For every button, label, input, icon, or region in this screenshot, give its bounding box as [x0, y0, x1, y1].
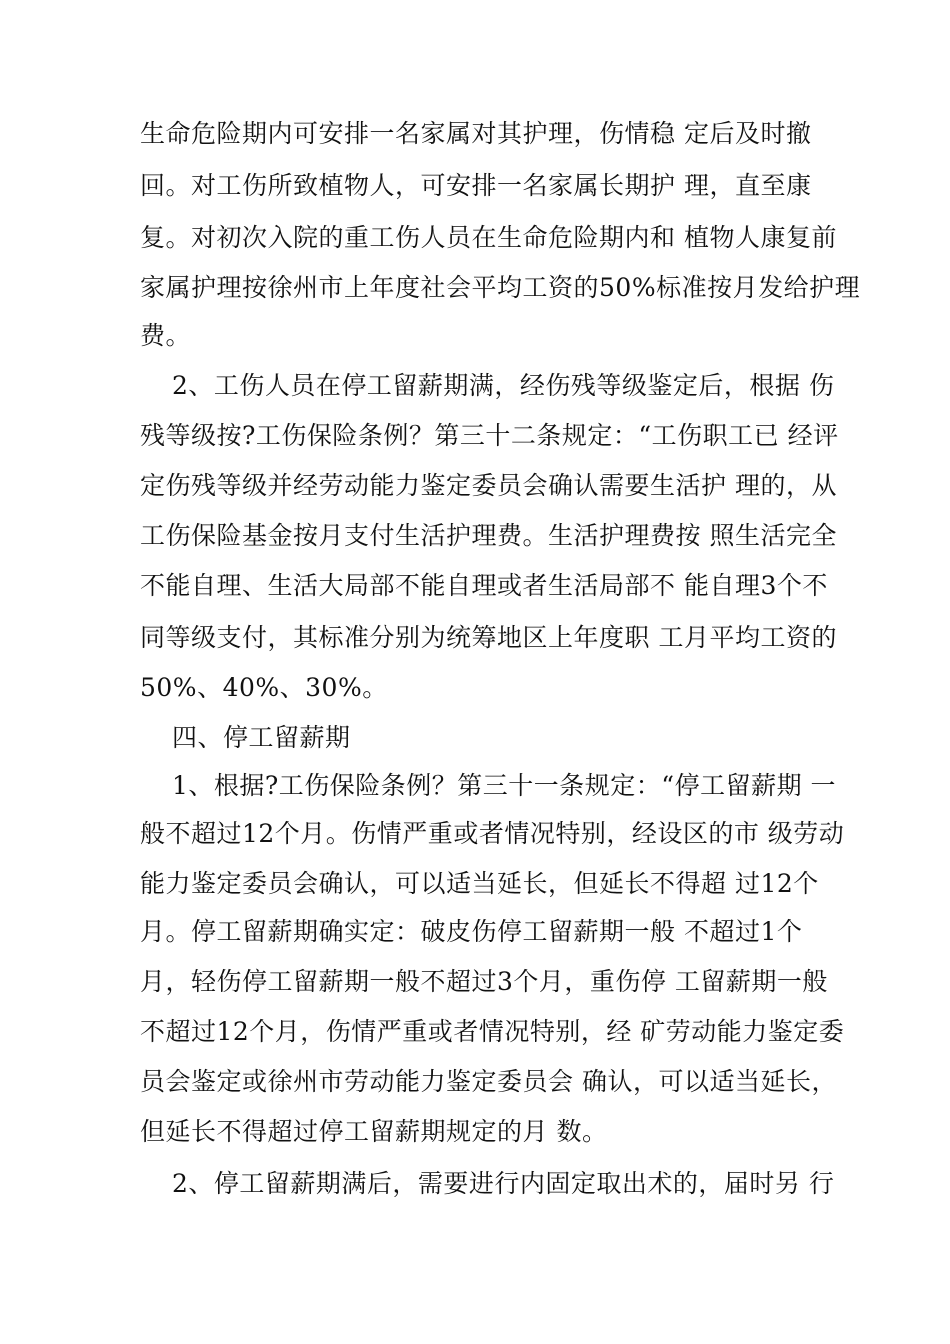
text-line: 但延长不得超过停工留薪期规定的月 数。 — [140, 1117, 608, 1146]
paragraph-start-line: 1、根据?工伤保险条例？第三十一条规定：“停工留薪期 一 — [172, 771, 837, 800]
text-line: 能力鉴定委员会确认，可以适当延长，但延长不得超 过12个 — [140, 869, 819, 898]
paragraph-start-line: 2、停工留薪期满后，需要进行内固定取出术的，届时另 行 — [172, 1169, 835, 1198]
text-line: 50%、40%、30%。 — [140, 673, 388, 702]
text-line: 同等级支付，其标准分别为统筹地区上年度职 工月平均工资的 — [140, 623, 837, 652]
text-line: 费。 — [140, 321, 192, 350]
text-line: 残等级按?工伤保险条例？第三十二条规定：“工伤职工已 经评 — [140, 421, 839, 450]
text-line: 不能自理、生活大局部不能自理或者生活局部不 能自理3个不 — [140, 571, 828, 600]
text-line: 月，轻伤停工留薪期一般不超过3个月，重伤停 工留薪期一般 — [140, 967, 828, 996]
text-line: 生命危险期内可安排一名家属对其护理，伤情稳 定后及时撤 — [140, 119, 812, 148]
text-line: 回。对工伤所致植物人，可安排一名家属长期护 理，直至康 — [140, 171, 812, 200]
text-line: 月。停工留薪期确实定：破皮伤停工留薪期一般 不超过1个 — [140, 917, 803, 946]
text-line: 般不超过12个月。伤情严重或者情况特别，经设区的市 级劳动 — [140, 819, 845, 848]
text-line: 复。对初次入院的重工伤人员在生命危险期内和 植物人康复前 — [140, 223, 837, 252]
section-heading: 四、停工留薪期 — [172, 723, 351, 752]
text-line: 工伤保险基金按月支付生活护理费。生活护理费按 照生活完全 — [140, 521, 837, 550]
paragraph-start-line: 2、工伤人员在停工留薪期满，经伤残等级鉴定后，根据 伤 — [172, 371, 835, 400]
text-line: 定伤残等级并经劳动能力鉴定委员会确认需要生活护 理的，从 — [140, 471, 837, 500]
text-line: 不超过12个月，伤情严重或者情况特别，经 矿劳动能力鉴定委 — [140, 1017, 845, 1046]
text-line: 家属护理按徐州市上年度社会平均工资的50%标准按月发给护理 — [140, 273, 861, 302]
text-line: 员会鉴定或徐州市劳动能力鉴定委员会 确认，可以适当延长， — [140, 1067, 837, 1096]
